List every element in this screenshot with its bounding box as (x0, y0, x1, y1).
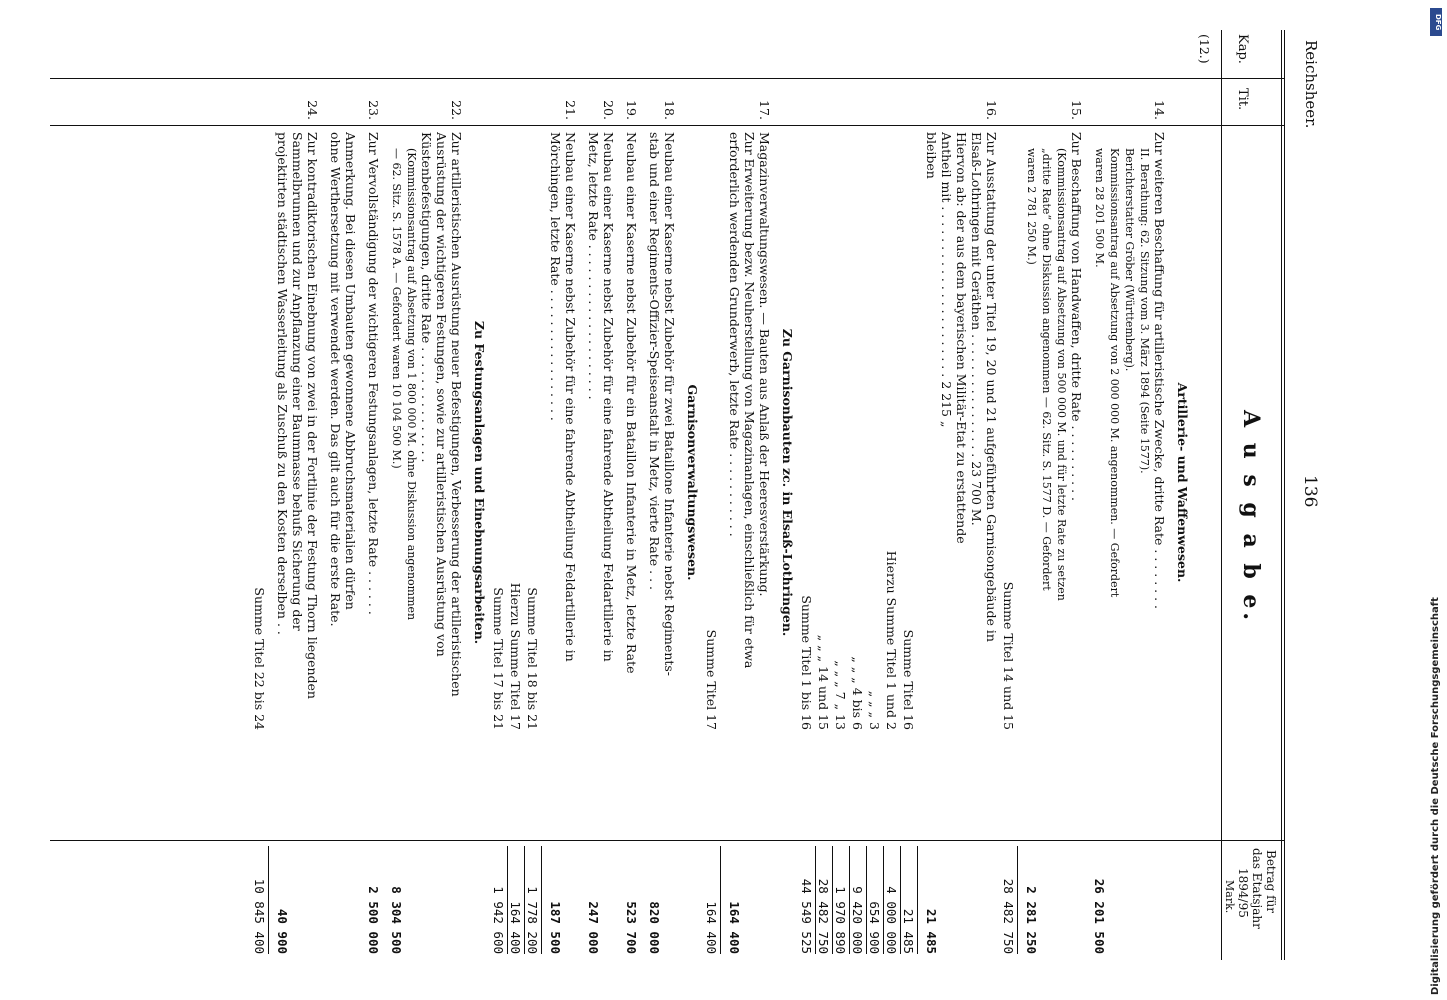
main-column-header: A u s g a b e. (1238, 410, 1264, 625)
subtotal-amount: 21 485 (901, 908, 916, 954)
entry-text-line: „dritte Rate“ ohne Diskussion angenommen — 62. Sitz. S. 1577 D. — Gefordert (1040, 148, 1053, 591)
subtotal-rule (917, 846, 918, 954)
subtotal-rule (832, 846, 833, 954)
entry-text-line: Kommissionsantrag auf Absetzung von 2 000 000 M. angenommen. — Gefordert (1108, 148, 1121, 598)
subtotal-label: Hierzu Summe Titel 1 und 2 (884, 550, 899, 730)
entry-text-line: ohne Werthersetzung mit verwendet werden. Das gilt auch für die erste Rate. (328, 132, 343, 627)
subtotal-rule (900, 846, 901, 954)
subtotal-label: Summe Titel 22 bis 24 (252, 587, 267, 730)
subtotal-amount: 654 900 (867, 901, 882, 954)
subtotal-label: Summe Titel 18 bis 21 (525, 587, 540, 730)
section-heading: Zu Garnisonbauten zc. in Elsaß-Lothringen. (780, 328, 795, 637)
subtotal-amount: 4 000 000 (884, 886, 899, 954)
titel-number: 24. (305, 100, 320, 120)
section-heading: Zu Festungsanlagen und Einebnungsarbeiten. (472, 320, 487, 645)
titel-number: 22. (449, 100, 464, 120)
subtotal-label: Hierzu Summe Titel 17 (508, 582, 523, 730)
entry-text-line: Neubau einer Kaserne nebst Zubehör für eine fahrende Abtheilung Feldartillerie in (563, 132, 578, 662)
entry-text-line: — 62. Sitz. S. 1578 A. — Gefordert waren 10 104 500 M.) (390, 148, 403, 469)
entry-text-line: Neubau einer Kaserne nebst Zubehör für ein Bataillon Infanterie in Metz, letzte Rate (624, 132, 639, 674)
entry-amount: 187 500 (548, 901, 563, 954)
subtotal-label: Summe Titel 14 und 15 (1001, 581, 1016, 730)
subtotal-amount: 1 970 890 (833, 886, 848, 954)
entry-text-line: Küstenbefestigungen, dritte Rate . . . . . . . . . . . . . . . (419, 132, 434, 463)
entry-text-line: Neubau einer Kaserne nebst Zubehör für zwei Bataillone Infanterie nebst Regiments- (662, 132, 677, 677)
titel-number: 18. (662, 100, 677, 120)
entry-text-line: Elsaß-Lothringen mit Geräthen . . . . . . . . . . . . . . . . 23 700 M. (969, 132, 984, 526)
entry-text-line: (Kommissionsantrag auf Absetzung von 500 000 M. und für letzte Rate zu setzen (1055, 148, 1068, 601)
entry-amount: 164 400 (727, 901, 742, 954)
subtotal-label: „ „ „ 14 und 15 (816, 634, 831, 730)
subtotal-amount: 1 778 200 (525, 886, 540, 954)
amount-header-unit: Mark. (1223, 880, 1236, 914)
entry-text-line: Neubau einer Kaserne nebst Zubehör für eine fahrende Abtheilung Feldartillerie in (601, 132, 616, 662)
subtotal-label: „ „ „ 3 (867, 690, 882, 730)
subtotal-label: „ „ „ 4 bis 6 (850, 656, 865, 730)
entry-amount: 21 485 (924, 908, 939, 954)
entry-text-line: Zur kontradiktorischen Einebnung von zwei in der Fortlinie der Festung Thorn liegenden (305, 132, 320, 699)
entry-amount: 523 700 (624, 901, 639, 954)
entry-text-line: Metz, letzte Rate . . . . . . . . . . . . . . . . . . . . (586, 132, 601, 400)
entry-text-line: (Kommissionsantrag auf Absetzung von 1 800 000 M. ohne Diskussion angenommen (405, 148, 418, 621)
entry-text-line: Zur weiteren Beschaffung für artilleristische Zwecke, dritte Rate . . . . . . . . (1152, 132, 1167, 610)
entry-amount: 820 000 (647, 901, 662, 954)
running-title: Reichsheer. (1302, 40, 1320, 129)
subtotal-label: „ „ „ 7 „ 13 (833, 660, 848, 730)
subtotal-label: Summe Titel 17 bis 21 (491, 587, 506, 730)
entry-text-line: Magazinverwaltungswesen. — Bauten aus Anlaß der Heeresverstärkung. (757, 132, 772, 597)
subtotal-amount: 44 549 525 (799, 878, 814, 954)
entry-amount: 2 281 250 (1024, 886, 1039, 954)
entry-text-line: Hiervon ab: der aus dem bayerischen Militär-Etat zu erstattende (954, 132, 969, 544)
entry-text-line: waren 2 781 250 M.) (1025, 148, 1038, 265)
titel-number: 20. (601, 100, 616, 120)
kap-column-rule (50, 78, 1285, 79)
subtotal-rule (1017, 846, 1018, 954)
subtotal-rule (268, 846, 269, 954)
header-bottom-rule (1221, 30, 1222, 960)
subtotal-label: Summe Titel 17 (704, 629, 719, 730)
subtotal-label: Summe Titel 16 (901, 629, 916, 730)
amount-header-line2: das Etatsjahr (1250, 848, 1264, 929)
subtotal-amount: 1 942 600 (491, 886, 506, 954)
entry-text-line: Zur Vervollständigung der wichtigeren Festungsanlagen, letzte Rate . . . . . . (366, 132, 381, 615)
subtotal-rule (866, 846, 867, 954)
amount-header-line1: Betrag für (1264, 850, 1278, 914)
entry-text-line: Zur Ausstattung der unter Titel 19, 20 und 21 aufgeführten Garnisongebäude in (984, 132, 999, 642)
amount-header-line3: 1894/95 (1236, 868, 1250, 918)
entry-text-line: Anmerkung. Bei diesen Umbauten gewonnene Abbruchsmaterialien dürfen (343, 132, 358, 610)
table-top-rule-double (1281, 30, 1282, 960)
kapitel-number: (12.) (1197, 34, 1212, 64)
subtotal-label: Summe Titel 1 bis 16 (799, 595, 814, 730)
entry-amount: 40 900 (275, 908, 290, 954)
subtotal-amount: 28 482 750 (816, 878, 831, 954)
entry-text-line: bleiben (924, 132, 939, 179)
rotated-document-page (50, 20, 1340, 980)
page-number: 136 (1300, 475, 1320, 508)
titel-number: 17. (757, 100, 772, 120)
entry-amount: 247 000 (586, 901, 601, 954)
entry-text-line: waren 28 201 500 M. (1093, 148, 1106, 268)
section-heading: Artillerie- und Waffenwesen. (1175, 382, 1190, 583)
entry-amount: 26 201 500 (1092, 878, 1107, 954)
entry-text-line: Sammelbrunnen und zur Anpflanzung einer Baummasse behufs Sicherung der (290, 132, 305, 631)
titel-number: 14. (1152, 100, 1167, 120)
section-heading: Garnisonverwaltungswesen. (685, 384, 700, 581)
entry-text-line: Antheil mit . . . . . . . . . . . . . . . . . . . . . . 2 215 „ (939, 132, 954, 428)
digitization-credit: Digitalisierung gefördert durch die Deutsche Forschungsgemeinschaft (1430, 597, 1441, 995)
entry-text-line: stab und einer Regiments-Offizier-Speiseanstalt in Metz, vierte Rate . . . (647, 132, 662, 590)
subtotal-amount: 164 400 (704, 901, 719, 954)
titel-number: 21. (563, 100, 578, 120)
subtotal-amount: 164 400 (508, 901, 523, 954)
subtotal-rule (849, 846, 850, 954)
entry-text-line: Berichterstatter Gröber (Württemberg). (1123, 148, 1136, 372)
titel-number: 15. (1069, 100, 1084, 120)
tit-column-rule (50, 125, 1285, 126)
entry-text-line: II. Berathung: 62. Sitzung vom 3. März 1894 (Seite 1577). (1138, 148, 1151, 474)
entry-text-line: Zur Beschaffung von Handwaffen, dritte Rate . . . . . . . . . . (1069, 132, 1084, 502)
subtotal-rule (883, 846, 884, 954)
entry-text-line: Ausrüstung der wichtigeren Festungen, sowie zur artilleristischen Ausrüstung von (434, 132, 449, 657)
subtotal-amount: 9 420 000 (850, 886, 865, 954)
subtotal-rule (815, 846, 816, 954)
entry-text-line: Zur Erweiterung bezw. Neuherstellung von Magazinanlagen, einschließlich für etwa (742, 132, 757, 669)
table-top-rule (1284, 30, 1285, 960)
dfg-logo: DFG (1430, 8, 1442, 36)
subtotal-rule (720, 846, 721, 954)
entry-amount: 8 304 500 (389, 886, 404, 954)
titel-number: 19. (624, 100, 639, 120)
entry-text-line: erforderlich werdenden Grunderwerb, letzte Rate . . . . . . . . . . . (727, 132, 742, 537)
entry-text-line: projektirten städtischen Wasserleitung als Zuschuß zu den Kosten derselben . . (275, 132, 290, 635)
tit-header: Tit. (1235, 88, 1250, 111)
subtotal-rule (541, 846, 542, 954)
subtotal-rule (507, 846, 508, 954)
subtotal-amount: 28 482 750 (1001, 878, 1016, 954)
titel-number: 16. (984, 100, 999, 120)
entry-text-line: Zur artilleristischen Ausrüstung neuer Befestigungen, Verbesserung der artilleristischen (449, 132, 464, 697)
kap-header: Kap. (1235, 34, 1250, 64)
entry-amount: 2 500 000 (366, 886, 381, 954)
subtotal-amount: 10 845 400 (252, 878, 267, 954)
titel-number: 23. (366, 100, 381, 120)
subtotal-rule (524, 846, 525, 954)
entry-text-line: Mörchingen, letzte Rate . . . . . . . . . . . . . . . . . (548, 132, 563, 421)
